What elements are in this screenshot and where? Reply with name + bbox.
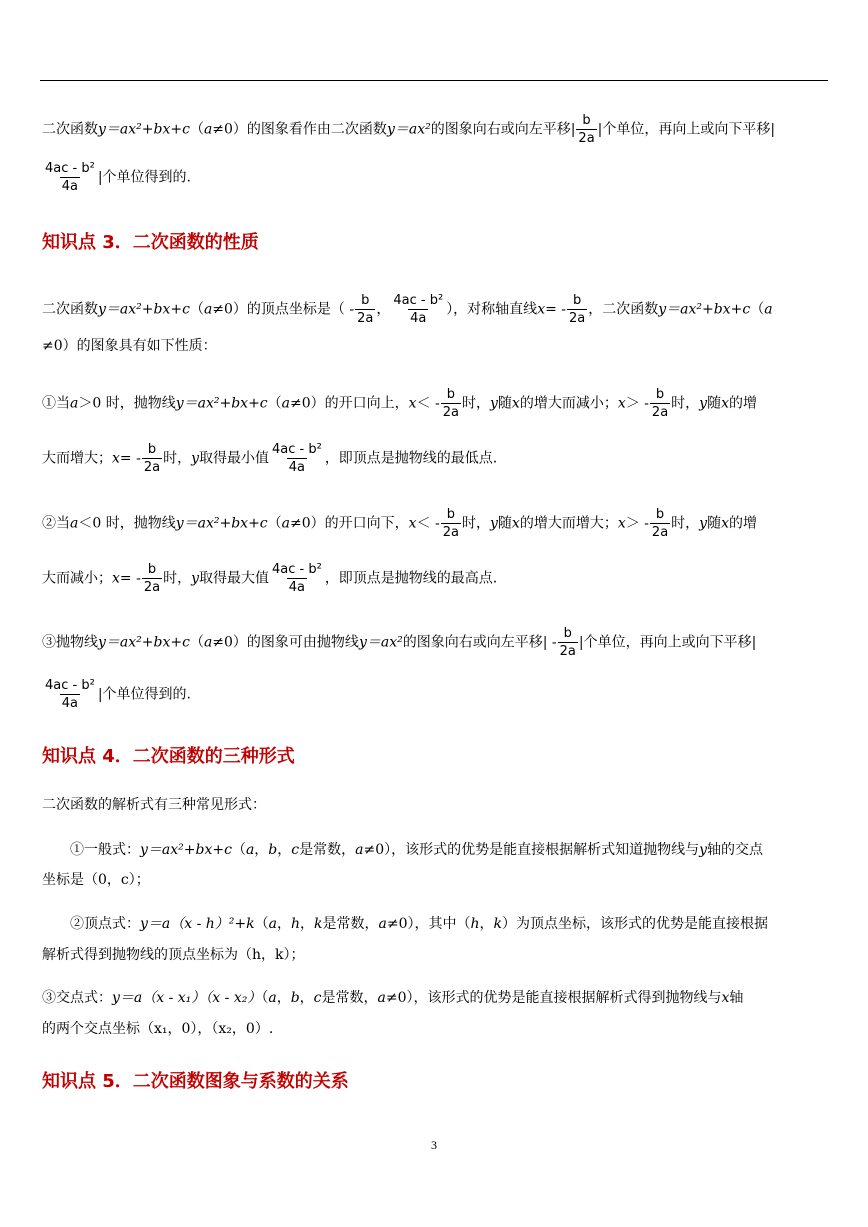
- fraction-numerator: b: [573, 293, 582, 308]
- math-expression: a: [377, 990, 386, 1006]
- math-expression: y: [191, 450, 199, 467]
- math-expression: a: [355, 842, 364, 858]
- fraction-numerator: b: [147, 562, 157, 577]
- text: 随: [707, 395, 722, 412]
- math-expression: a: [70, 515, 79, 532]
- fraction-numerator: b: [446, 387, 455, 402]
- text: 的增: [729, 395, 757, 412]
- text: ≠0），该形式的优势是能直接根据解析式知道抛物线与: [363, 842, 700, 858]
- text: ，: [479, 916, 494, 932]
- form-2-line-1: [70, 914, 768, 934]
- paragraph-2-line-1: [42, 292, 773, 327]
- math-expression: y: [699, 515, 708, 532]
- math-expression: x: [408, 395, 417, 412]
- fraction-denominator: 2a: [651, 405, 669, 420]
- text: ②顶点式：: [70, 916, 140, 932]
- math-expression: x: [408, 515, 417, 532]
- fraction-denominator: 4a: [61, 696, 79, 711]
- fraction-numerator: b: [361, 293, 370, 308]
- form-3-line-2: 的两个交点坐标（x₁，0），（x₂，0）.: [42, 1021, 274, 1037]
- text: 随: [707, 515, 722, 532]
- fraction-4ac-b2-over-4a: [270, 561, 324, 596]
- text: 时，: [163, 570, 192, 587]
- math-expression: y＝ax²+bx+c: [175, 515, 268, 532]
- math-expression: y: [490, 515, 498, 532]
- fraction-denominator: 4a: [288, 460, 306, 475]
- math-expression: c: [291, 842, 300, 858]
- fraction-4ac-b2-over-4a: [43, 160, 97, 195]
- text: ，: [276, 916, 291, 932]
- math-expression: y＝ax²+bx+c: [658, 301, 751, 318]
- text: ≠0）的图象可由抛物线: [212, 634, 359, 651]
- fraction-numerator: b: [582, 113, 591, 128]
- text: ，: [376, 301, 391, 318]
- text: 时，: [671, 395, 700, 412]
- fraction-denominator: 2a: [442, 525, 459, 540]
- math-expression: a: [281, 395, 291, 412]
- var-a: a: [203, 121, 213, 138]
- text: ≠0）的顶点坐标是（ -: [212, 301, 355, 318]
- fraction-denominator: 2a: [143, 580, 161, 595]
- paragraph-1-line-2: [42, 160, 191, 195]
- math-expression: a: [268, 990, 277, 1006]
- math-expression: y＝a（x - h）²+k: [140, 916, 255, 932]
- case-3-line-1: [42, 625, 756, 660]
- fraction-denominator: 2a: [578, 131, 595, 146]
- text: 二次函数: [42, 301, 98, 318]
- text: ①一般式：: [70, 842, 140, 858]
- text: ），对称轴直线: [446, 301, 538, 318]
- text: |个单位得到的.: [97, 169, 191, 186]
- fraction-4ac-b2-over-4a: [270, 441, 324, 476]
- math-expression: x: [721, 990, 730, 1006]
- fraction-numerator: b: [563, 626, 572, 641]
- paragraph-3: 二次函数的解析式有三种常见形式：: [42, 797, 266, 813]
- text: ≠0）的图象看作由二次函数: [212, 121, 387, 138]
- text: 的增大而增大；: [519, 515, 618, 532]
- fraction-b-over-2a: [441, 386, 461, 421]
- section-heading-3: 知识点 3．二次函数的性质: [42, 232, 259, 253]
- fraction-b-over-2a: [567, 292, 587, 327]
- text: （: [267, 515, 282, 532]
- text: ，即顶点是抛物线的最低点.: [324, 450, 498, 467]
- text: （: [231, 842, 246, 858]
- text: ，: [300, 916, 315, 932]
- text: ，: [277, 842, 292, 858]
- text: ＜0 时，抛物线: [78, 515, 176, 532]
- text: ，: [276, 990, 291, 1006]
- text: 取得最大值: [199, 570, 269, 587]
- fraction-denominator: 2a: [569, 311, 586, 326]
- math-expression: y: [699, 395, 708, 412]
- text: （: [189, 301, 204, 318]
- fraction-b-over-2a: [650, 506, 670, 541]
- text: ≠0），其中（: [386, 916, 471, 932]
- text: 随: [497, 395, 512, 412]
- case-3-line-2: [42, 677, 191, 712]
- math-expression: x: [511, 395, 520, 412]
- math-expression: a: [764, 301, 773, 318]
- formula-standard: y＝ax²+bx+c: [98, 121, 190, 138]
- text: 时，: [462, 395, 490, 412]
- text: ，即顶点是抛物线的最高点.: [324, 570, 498, 587]
- math-expression: k: [314, 916, 323, 932]
- text: 时，: [462, 515, 490, 532]
- math-expression: y＝a（x - x₁）（x - x₂）: [112, 990, 262, 1006]
- text: （: [261, 990, 269, 1006]
- fraction-numerator: b: [446, 507, 455, 522]
- text: 大而增大；: [42, 450, 112, 467]
- fraction-denominator: 2a: [559, 644, 576, 659]
- fraction-numerator: 4ac - b²: [393, 293, 444, 308]
- case-1-line-2: [42, 441, 497, 476]
- text: ≠0）的图象具有如下性质：: [42, 338, 217, 354]
- text: ≠0）的开口向下，: [290, 515, 409, 532]
- math-expression: y＝ax²+bx+c: [98, 301, 190, 318]
- text: ＞ -: [625, 515, 649, 532]
- text: ③抛物线: [42, 634, 98, 651]
- math-expression: x: [511, 515, 520, 532]
- math-expression: x: [537, 301, 546, 318]
- math-expression: x: [617, 515, 626, 532]
- text: 时，: [671, 515, 700, 532]
- fraction-denominator: 2a: [442, 405, 459, 420]
- math-expression: x: [112, 570, 120, 587]
- text: ≠0），该形式的优势是能直接根据解析式得到抛物线与: [385, 990, 722, 1006]
- page-number: 3: [431, 1138, 437, 1152]
- fraction-numerator: b: [147, 442, 157, 457]
- case-2-line-1: [42, 506, 757, 541]
- fraction-b-over-2a: [576, 112, 596, 147]
- math-expression: h: [470, 916, 480, 932]
- text: （: [267, 395, 282, 412]
- text: 二次函数: [42, 121, 98, 138]
- math-expression: x: [617, 395, 626, 412]
- fraction-denominator: 4a: [288, 580, 306, 595]
- text: = -: [119, 450, 141, 467]
- text: （: [254, 916, 269, 932]
- formula-base: y＝ax²: [386, 121, 431, 138]
- math-expression: h: [290, 916, 301, 932]
- text: ①当: [42, 395, 70, 412]
- fraction-numerator: 4ac - b²: [272, 562, 322, 577]
- fraction-b-over-2a: [650, 386, 670, 421]
- fraction-b-over-2a: [355, 292, 375, 327]
- text: ，: [299, 990, 314, 1006]
- text: （: [189, 121, 204, 138]
- fraction-4ac-b2-over-4a: [43, 677, 97, 712]
- fraction-b-over-2a: [142, 441, 162, 476]
- math-expression: y: [490, 395, 498, 412]
- fraction-numerator: 4ac - b²: [272, 442, 322, 457]
- text: 是常数，: [322, 916, 379, 932]
- text: 时，: [163, 450, 192, 467]
- fraction-b-over-2a: [142, 561, 162, 596]
- text: 轴: [729, 990, 744, 1006]
- paragraph-2-line-2: [42, 336, 217, 356]
- text: （: [189, 634, 204, 651]
- math-expression: y: [191, 570, 199, 587]
- form-1-line-2: 坐标是（0，c）；: [42, 872, 150, 888]
- text: 的图象向右或向左平移| -: [402, 634, 557, 651]
- text: ）为顶点坐标，该形式的优势是能直接根据: [502, 916, 769, 932]
- text: ＞0 时，抛物线: [78, 395, 176, 412]
- fraction-numerator: 4ac - b²: [45, 678, 95, 693]
- math-expression: b: [268, 842, 278, 858]
- math-expression: a: [378, 916, 387, 932]
- case-2-line-2: [42, 561, 497, 596]
- math-expression: b: [290, 990, 300, 1006]
- math-expression: y＝ax²+bx+c: [140, 842, 232, 858]
- header-rule: [40, 80, 828, 81]
- math-expression: x: [721, 515, 729, 532]
- case-1-line-1: [42, 386, 757, 421]
- text: ＜ -: [416, 395, 440, 412]
- math-expression: a: [245, 842, 255, 858]
- fraction-numerator: b: [655, 387, 665, 402]
- text: 的增: [729, 515, 757, 532]
- math-expression: a: [281, 515, 291, 532]
- text: 是常数，: [321, 990, 378, 1006]
- fraction-denominator: 2a: [143, 460, 161, 475]
- math-expression: a: [203, 634, 213, 651]
- math-expression: a: [203, 301, 213, 318]
- text: 随: [497, 515, 512, 532]
- math-expression: k: [493, 916, 503, 932]
- text: （: [750, 301, 765, 318]
- form-1-line-1: [70, 840, 763, 860]
- text: |个单位，再向上或向下平移|: [578, 634, 757, 651]
- fraction-denominator: 4a: [410, 311, 427, 326]
- math-expression: a: [268, 916, 277, 932]
- text: 轴的交点: [707, 842, 764, 858]
- text: |个单位，再向上或向下平移|: [597, 121, 776, 138]
- fraction-denominator: 2a: [651, 525, 669, 540]
- fraction-b-over-2a: [558, 625, 578, 660]
- fraction-numerator: b: [655, 507, 665, 522]
- form-3-line-1: [42, 988, 743, 1008]
- math-expression: a: [70, 395, 79, 412]
- math-expression: x: [721, 395, 729, 412]
- section-heading-4: 知识点 4．二次函数的三种形式: [42, 746, 295, 767]
- math-expression: y: [699, 842, 708, 858]
- text: 取得最小值: [199, 450, 269, 467]
- text: ，二次函数: [588, 301, 659, 318]
- text: ≠0）的开口向上，: [290, 395, 409, 412]
- fraction-numerator: 4ac - b²: [45, 161, 95, 176]
- text: = -: [119, 570, 141, 587]
- text: 是常数，: [299, 842, 356, 858]
- text: 大而减小；: [42, 570, 112, 587]
- text: ②当: [42, 515, 70, 532]
- text: ＜ -: [416, 515, 440, 532]
- form-2-line-2: 解析式得到抛物线的顶点坐标为（h，k）；: [42, 947, 305, 963]
- math-expression: x: [112, 450, 120, 467]
- fraction-b-over-2a: [441, 506, 461, 541]
- text: ＞ -: [625, 395, 649, 412]
- math-expression: y＝ax²+bx+c: [98, 634, 190, 651]
- paragraph-1-line-1: [42, 112, 775, 147]
- text: ③交点式：: [42, 990, 112, 1006]
- text: = -: [545, 301, 567, 318]
- fraction-4ac-b2-over-4a: [391, 292, 445, 327]
- math-expression: y＝ax²+bx+c: [175, 395, 268, 412]
- math-expression: y＝ax²: [358, 634, 403, 651]
- text: 的增大而减小；: [519, 395, 618, 412]
- text: 的图象向右或向左平移|: [430, 121, 576, 138]
- text: |个单位得到的.: [97, 686, 191, 703]
- fraction-denominator: 4a: [61, 179, 79, 194]
- math-expression: c: [313, 990, 322, 1006]
- section-heading-5: 知识点 5．二次函数图象与系数的关系: [42, 1071, 349, 1092]
- text: ，: [254, 842, 269, 858]
- fraction-denominator: 2a: [357, 311, 374, 326]
